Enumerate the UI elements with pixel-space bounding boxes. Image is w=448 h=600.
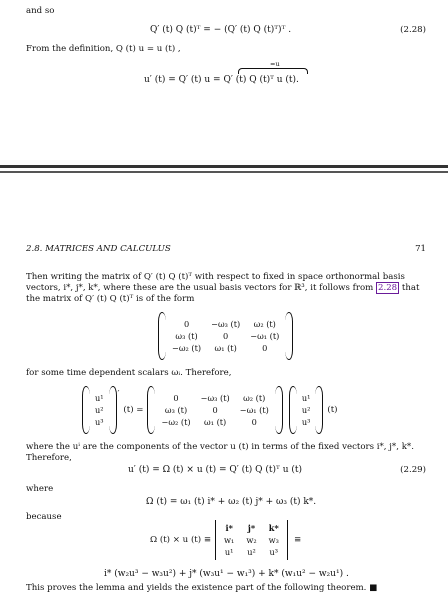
separator-line <box>0 171 448 173</box>
matrix-cell: 0 <box>183 318 190 329</box>
closing-sentence <box>26 583 377 594</box>
determinant-cell: u² <box>247 546 256 557</box>
right-paren <box>285 312 293 360</box>
equation-2-29: u′ (t) = Ω (t) × u (t) = Q′ (t) Q (t)ᵀ u (t) <box>128 465 302 475</box>
because-word: because <box>26 512 62 522</box>
matrix-cell: ω₁ (t) <box>204 416 227 427</box>
u-vector-right <box>302 393 311 428</box>
omega-definition: Ω (t) = ω₁ (t) i* + ω₂ (t) j* + ω₃ (t) k*. <box>146 497 317 507</box>
running-head: 2.8. MATRICES AND CALCULUS <box>26 244 171 254</box>
right-paren <box>275 386 283 434</box>
cross-product-lhs: Ω (t) × u (t) ≡ <box>150 535 212 545</box>
matrix-cell: −ω₁ (t) <box>250 330 280 341</box>
matrix-cell: 0 <box>262 342 268 353</box>
matrix-cell: −ω₂ (t) <box>172 342 202 353</box>
matrix-cell: −ω₃ (t) <box>200 392 230 403</box>
determinant-cell: w₂ <box>246 534 257 545</box>
left-paren <box>147 386 155 434</box>
equation-u-prime: u′ (t) = Q′ (t) u = Q′ (t) Q (t)ᵀ u (t). <box>144 75 299 85</box>
matrix-cell: ω₂ (t) <box>243 392 266 403</box>
equation-number-2-28: (2.28) <box>400 25 426 35</box>
scalars-line: for some time dependent scalars ωᵢ. Therefore, <box>26 368 232 378</box>
omega-matrix-grid <box>172 319 279 354</box>
vector-entry: u¹ <box>95 392 104 403</box>
therefore-text: Therefore, <box>26 453 72 463</box>
vector-entry: u² <box>301 404 311 415</box>
qed-icon: ■ <box>369 583 378 593</box>
determinant-cell: w₁ <box>224 534 235 545</box>
left-paren <box>158 312 166 360</box>
determinant-cell: k* <box>268 522 279 533</box>
t-argument: (t) <box>327 405 338 415</box>
paragraph-line <box>26 283 419 294</box>
right-paren <box>109 386 117 434</box>
matrix-cell: 0 <box>223 330 229 341</box>
from-definition-text: From the definition, Q (t) u = u (t) , <box>26 44 181 54</box>
prime-mark: ′ <box>117 388 120 398</box>
t-argument: (t) = <box>123 405 144 415</box>
matrix-cell: 0 <box>212 404 218 415</box>
page-separator <box>0 160 448 178</box>
right-paren <box>315 386 323 434</box>
closing-text: This proves the lemma and yields the existence part of the following theorem. <box>26 583 367 593</box>
equation-number-2-29: (2.29) <box>400 465 426 475</box>
separator-line <box>0 165 448 168</box>
determinant-cell: u³ <box>269 546 279 557</box>
matrix-cell: ω₂ (t) <box>253 318 276 329</box>
omega-matrix-repeat <box>161 393 268 428</box>
where-components-line: where the uⁱ are the components of the vector u (t) in terms of the fixed vectors i*, j*, k*. <box>26 442 414 452</box>
where-word: where <box>26 484 54 494</box>
and-so-text: and so <box>26 6 55 16</box>
matrix-cell: ω₁ (t) <box>214 342 237 353</box>
page-number: 71 <box>415 244 426 254</box>
equation-reference-link[interactable]: 2.28 <box>378 283 398 293</box>
equiv-sign: ≡ <box>293 535 302 545</box>
previous-page-fragment <box>0 0 448 160</box>
matrix-cell: 0 <box>173 392 179 403</box>
overbrace-label: =u <box>270 60 280 68</box>
paragraph-line-text: vectors, i*, j*, k*, where these are the usual basis vectors for ℝ³, it follows from <box>26 283 374 293</box>
cross-product-expansion: i* (w₂u³ − w₃u²) + j* (w₃u¹ − w₁³) + k* (w₁u² − w₂u¹) . <box>104 569 349 579</box>
vector-entry: u² <box>95 404 104 415</box>
determinant-cell: i* <box>225 522 233 533</box>
paragraph-line: Then writing the matrix of Q′ (t) Q (t)ᵀ with respect to fixed in space orthonormal basis <box>26 272 405 282</box>
left-paren <box>82 386 90 434</box>
paragraph-line: the matrix of Q′ (t) Q (t)ᵀ is of the form <box>26 294 195 304</box>
determinant-cell: j* <box>247 522 256 533</box>
u-vector <box>95 393 104 428</box>
vector-entry: u³ <box>95 416 104 427</box>
matrix-cell: ω₃ (t) <box>175 330 198 341</box>
matrix-cell: −ω₁ (t) <box>239 404 269 415</box>
determinant-bar <box>215 520 216 560</box>
omega-matrix <box>158 312 293 360</box>
cross-product-determinant <box>150 520 301 560</box>
determinant-cell: u¹ <box>224 546 234 557</box>
determinant-grid <box>224 523 279 558</box>
that-word: that <box>401 283 420 293</box>
derivative-matrix-equation <box>82 386 338 434</box>
vector-entry: u³ <box>301 416 311 427</box>
vector-entry: u¹ <box>301 392 311 403</box>
matrix-cell: 0 <box>251 416 257 427</box>
equation-2-28: Q′ (t) Q (t)ᵀ = − (Q′ (t) Q (t)ᵀ)ᵀ . <box>150 25 292 35</box>
matrix-cell: −ω₃ (t) <box>211 318 241 329</box>
page-71 <box>0 178 448 600</box>
left-paren <box>289 386 297 434</box>
determinant-bar <box>287 520 288 560</box>
matrix-cell: ω₃ (t) <box>164 404 188 415</box>
matrix-cell: −ω₂ (t) <box>161 416 191 427</box>
determinant-cell: w₃ <box>268 534 279 545</box>
